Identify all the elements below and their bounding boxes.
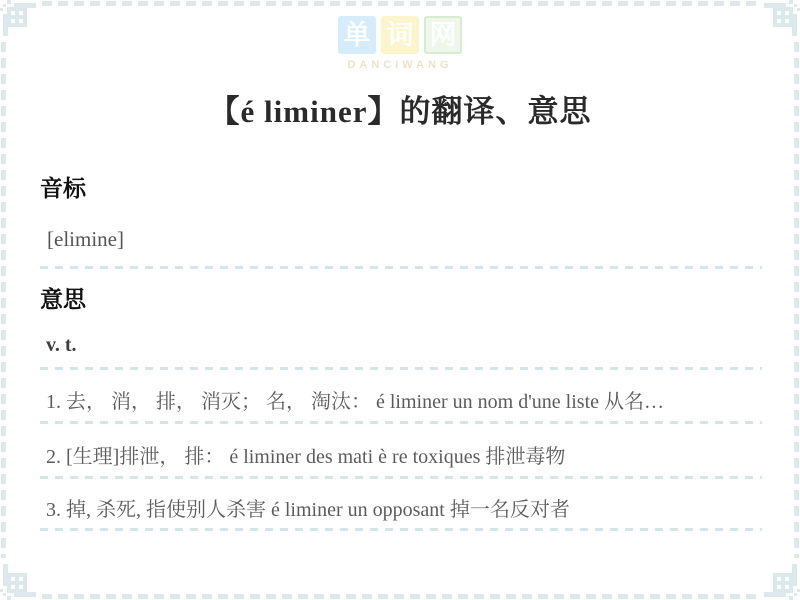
separator [40,421,762,424]
definition-item: 2. [生理]排泄， 排： é liminer des mati è re toxiques 排泄毒物 [46,446,566,468]
separator [40,367,762,370]
corner-ornament-icon [764,0,800,36]
site-logo [338,16,462,71]
page-title: 【é liminer】的翻译、意思 [208,94,592,129]
separator [40,476,762,479]
frame-border-top [42,1,758,6]
part-of-speech-label: v. t. [46,334,77,356]
phonetic-value: [elimine] [47,227,124,251]
logo-square-ci: 词 [381,16,419,54]
logo-square-dan: 单 [338,16,376,54]
site-logo-caption: DANCIWANG [347,59,453,71]
definition-item: 3. 掉, 杀死, 指使别人杀害 é liminer un opposant 掉一名反对者 [46,499,570,521]
separator [40,528,762,531]
corner-ornament-icon [764,564,800,600]
frame-border-bottom [42,594,758,599]
site-logo-squares [338,16,462,54]
corner-ornament-icon [0,564,36,600]
phonetic-section-heading: 音标 [40,176,86,201]
meaning-section-heading: 意思 [40,287,86,312]
corner-ornament-icon [0,0,36,36]
separator [40,266,762,269]
definition-item: 1. 去， 消， 排， 消灭； 名， 淘汰： é liminer un nom d'une liste 从名… [46,391,665,413]
logo-square-wang: 网 [424,16,462,54]
